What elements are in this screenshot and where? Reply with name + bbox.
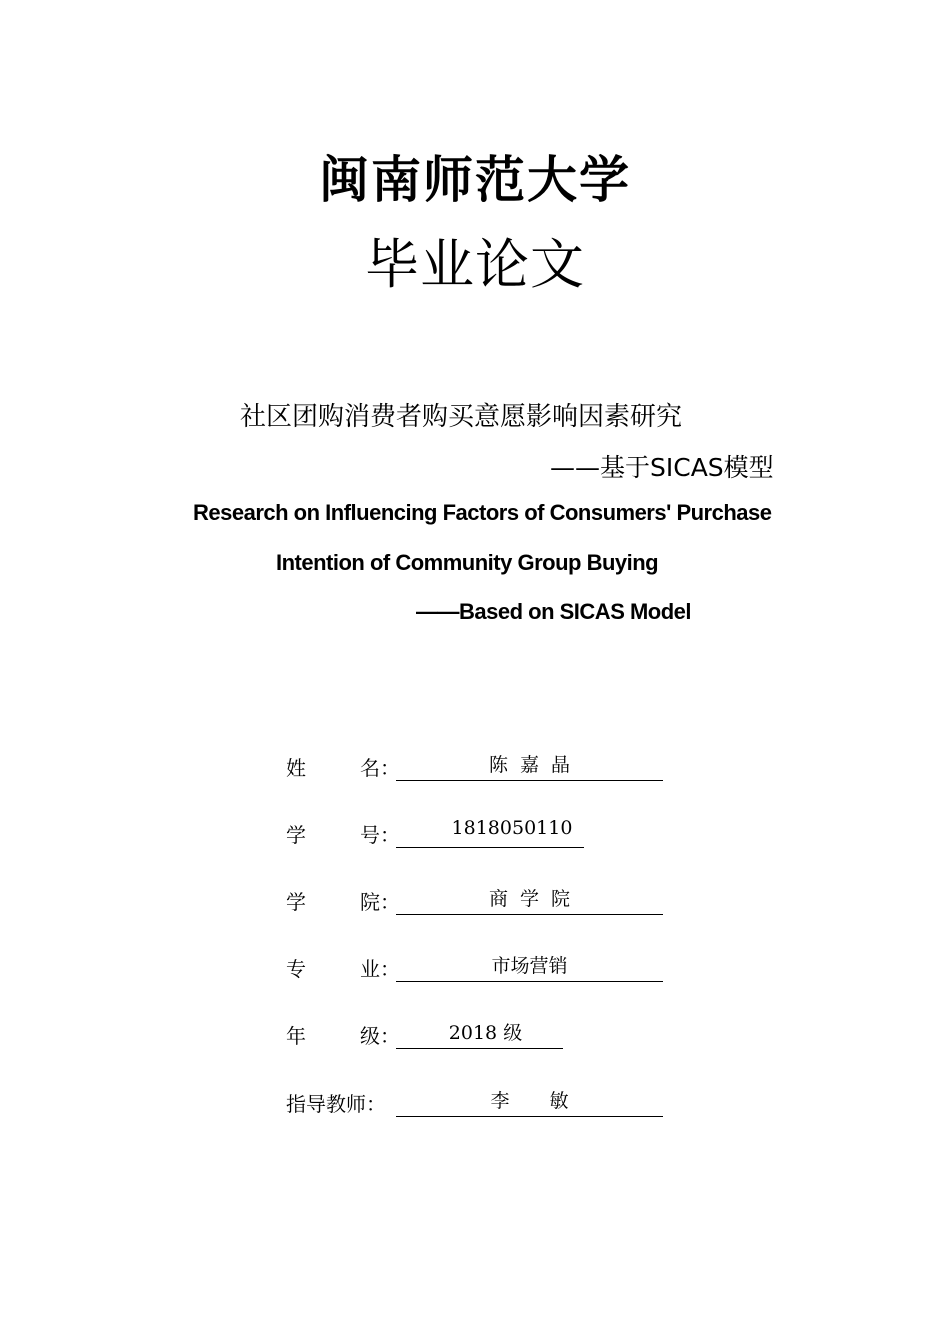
university-name: 闽南师范大学 <box>319 150 631 209</box>
advisor-value: 李 敏 <box>396 1086 663 1117</box>
thesis-title-en-line2: Intention of Community Group Buying <box>276 550 659 575</box>
major-label: 专 业： <box>286 957 400 981</box>
advisor-label: 指导教师： <box>286 1092 386 1116</box>
college-label: 学 院： <box>286 890 400 914</box>
thesis-subtitle-cn: ——基于SICAS模型 <box>550 453 774 482</box>
document-type: 毕业论文 <box>365 233 585 296</box>
college-value: 商 学 院 <box>396 884 663 915</box>
thesis-title-en-line1: Research on Influencing Factors of Consumers' Purchase <box>193 500 772 525</box>
grade-value: 2018 级 <box>396 1018 563 1049</box>
student-id-label: 学 号： <box>286 823 400 847</box>
thesis-title-en-line3: ——Based on SICAS Model <box>416 599 692 624</box>
grade-label: 年 级： <box>286 1024 400 1048</box>
thesis-title-cn: 社区团购消费者购买意愿影响因素研究 <box>240 402 683 432</box>
name-value: 陈 嘉 晶 <box>396 750 663 781</box>
name-label: 姓 名： <box>286 756 400 780</box>
student-id-value: 1818050110 <box>396 817 584 848</box>
major-value: 市场营销 <box>396 951 663 982</box>
